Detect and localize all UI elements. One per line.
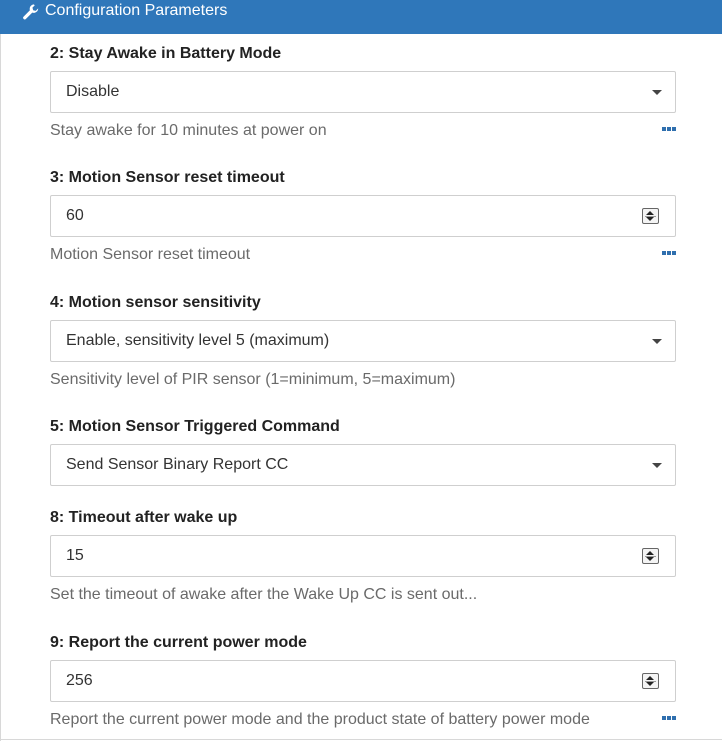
timeout-after-wakeup-field	[50, 535, 676, 577]
select-value: Enable, sensitivity level 5 (maximum)	[66, 332, 330, 349]
caret-down-icon[interactable]	[652, 339, 662, 344]
number-spinner-icon[interactable]	[642, 548, 659, 564]
stay-awake-select[interactable]	[50, 71, 676, 113]
caret-down-icon[interactable]	[652, 90, 662, 95]
number-spinner-icon[interactable]	[642, 208, 659, 224]
param-label: 5: Motion Sensor Triggered Command	[50, 418, 340, 435]
param-label: 4: Motion sensor sensitivity	[50, 294, 261, 311]
param-description: Sensitivity level of PIR sensor (1=minimum, 5=maximum)	[50, 371, 456, 388]
spinner-up-icon[interactable]	[646, 676, 654, 680]
spinner-down-icon[interactable]	[646, 217, 654, 221]
param-label: 2: Stay Awake in Battery Mode	[50, 45, 282, 62]
motion-reset-timeout-input[interactable]	[66, 196, 606, 236]
triggered-command-select[interactable]	[50, 444, 676, 486]
param-label: 3: Motion Sensor reset timeout	[50, 169, 285, 186]
select-value: Disable	[66, 83, 120, 100]
spinner-down-icon[interactable]	[646, 557, 654, 561]
panel-bottom-border	[0, 739, 722, 740]
more-options-icon[interactable]	[662, 251, 676, 255]
current-power-mode-input[interactable]	[66, 661, 606, 701]
wrench-icon	[22, 3, 40, 21]
more-options-icon[interactable]	[662, 716, 676, 720]
more-options-icon[interactable]	[662, 127, 676, 131]
number-spinner-icon[interactable]	[642, 673, 659, 689]
param-label: 8: Timeout after wake up	[50, 509, 238, 526]
panel-border	[0, 34, 1, 741]
spinner-up-icon[interactable]	[646, 551, 654, 555]
param-description: Stay awake for 10 minutes at power on	[50, 122, 327, 139]
select-value: Send Sensor Binary Report CC	[66, 456, 289, 473]
caret-down-icon[interactable]	[652, 463, 662, 468]
param-description: Motion Sensor reset timeout	[50, 246, 251, 263]
motion-sensitivity-select[interactable]	[50, 320, 676, 362]
param-description: Set the timeout of awake after the Wake Up CC is sent out...	[50, 586, 478, 603]
timeout-after-wakeup-input[interactable]	[66, 536, 606, 576]
current-power-mode-field	[50, 660, 676, 702]
spinner-up-icon[interactable]	[646, 211, 654, 215]
param-label: 9: Report the current power mode	[50, 634, 307, 651]
motion-reset-timeout-field	[50, 195, 676, 237]
spinner-down-icon[interactable]	[646, 682, 654, 686]
panel-title: Configuration Parameters	[45, 2, 228, 19]
param-description: Report the current power mode and the product state of battery power mode	[50, 711, 590, 728]
panel-header	[0, 0, 722, 34]
